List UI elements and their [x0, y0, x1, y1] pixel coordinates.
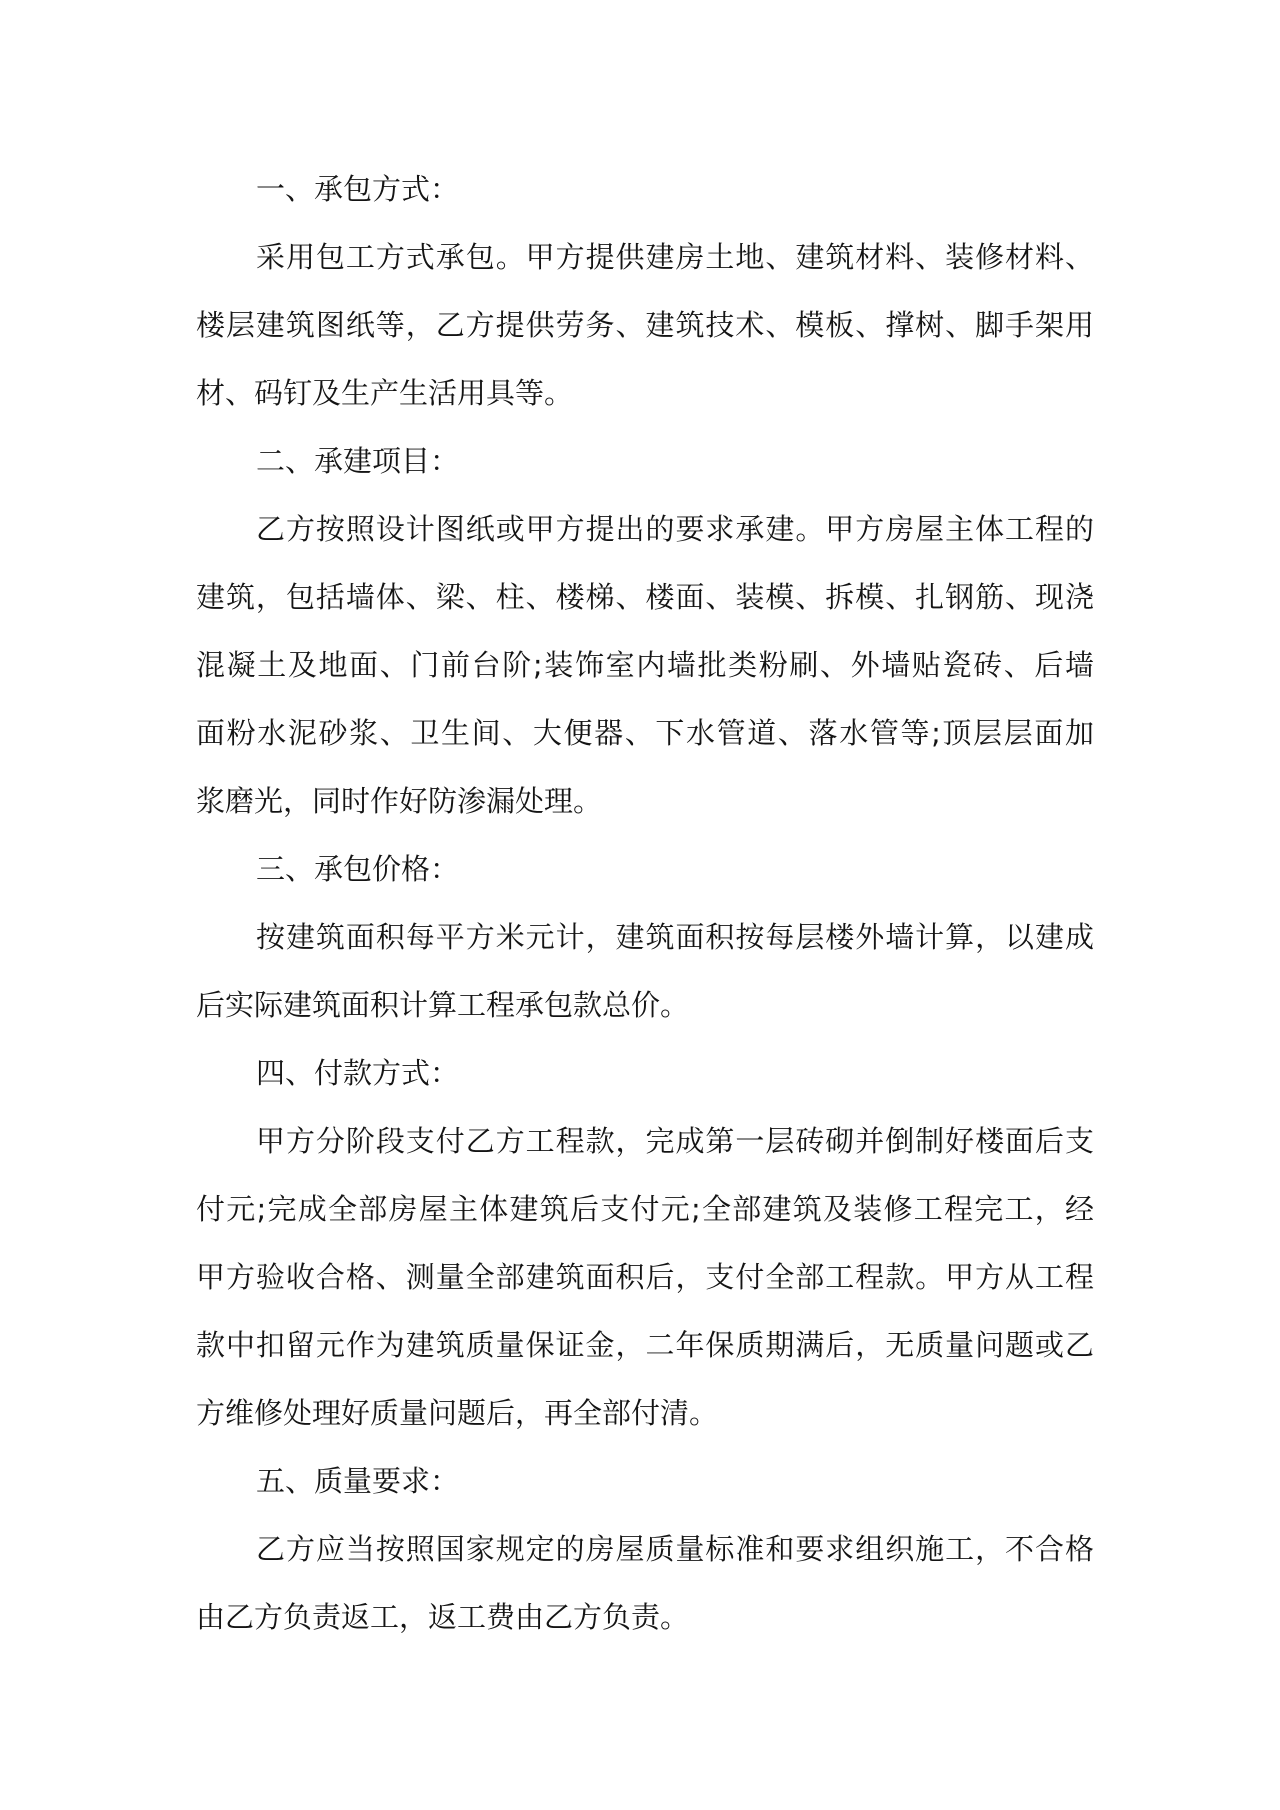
body-line: 由乙方负责返工，返工费由乙方负责。	[196, 1600, 690, 1634]
body-line: 材、码钉及生产生活用具等。	[196, 376, 574, 410]
body-line: 混凝土及地面、门前台阶;装饰室内墙批类粉刷、外墙贴瓷砖、后墙	[196, 648, 1094, 682]
section-body	[196, 223, 1094, 427]
section-body	[196, 1515, 1094, 1651]
body-line: 甲方分阶段支付乙方工程款，完成第一层砖砌并倒制好楼面后支	[256, 1124, 1094, 1158]
section-heading: 四、付款方式：	[256, 1056, 460, 1090]
section-body	[196, 903, 1094, 1039]
body-line: 款中扣留元作为建筑质量保证金，二年保质期满后，无质量问题或乙	[196, 1328, 1094, 1362]
body-line: 按建筑面积每平方米元计，建筑面积按每层楼外墙计算，以建成	[256, 920, 1094, 954]
body-line: 乙方按照设计图纸或甲方提出的要求承建。甲方房屋主体工程的	[256, 512, 1094, 546]
section-heading: 五、质量要求：	[256, 1464, 460, 1498]
body-line: 方维修处理好质量问题后，再全部付清。	[196, 1396, 719, 1430]
body-line: 浆磨光，同时作好防渗漏处理。	[196, 784, 603, 818]
body-line: 后实际建筑面积计算工程承包款总价。	[196, 988, 690, 1022]
section-heading: 一、承包方式：	[256, 172, 460, 206]
body-line: 建筑，包括墙体、梁、柱、楼梯、楼面、装模、拆模、扎钢筋、现浇	[196, 580, 1094, 614]
body-line: 楼层建筑图纸等，乙方提供劳务、建筑技术、模板、撑树、脚手架用	[196, 308, 1094, 342]
section-body	[196, 495, 1094, 835]
section-heading: 三、承包价格：	[256, 852, 460, 886]
body-line: 面粉水泥砂浆、卫生间、大便器、下水管道、落水管等;顶层层面加	[196, 716, 1094, 750]
body-line: 采用包工方式承包。甲方提供建房土地、建筑材料、装修材料、	[256, 240, 1094, 274]
section-heading: 二、承建项目：	[256, 444, 460, 478]
section-body	[196, 1107, 1094, 1447]
body-line: 付元;完成全部房屋主体建筑后支付元;全部建筑及装修工程完工，经	[196, 1192, 1094, 1226]
body-line: 乙方应当按照国家规定的房屋质量标准和要求组织施工，不合格	[256, 1532, 1094, 1566]
body-line: 甲方验收合格、测量全部建筑面积后，支付全部工程款。甲方从工程	[196, 1260, 1094, 1294]
